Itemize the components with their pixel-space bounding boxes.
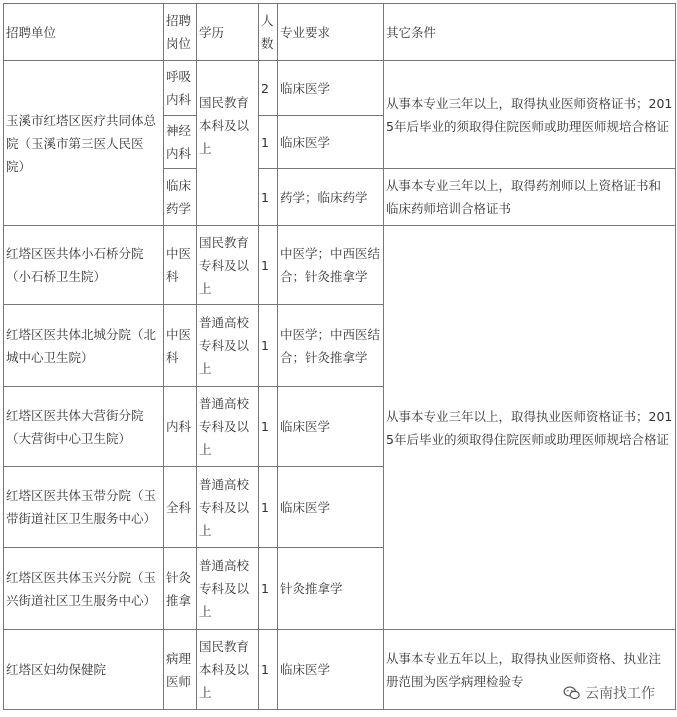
education-cell: 国民教育本科及以上: [197, 630, 259, 710]
unit-cell: 红塔区医共体大营街分院（大营街中心卫生院）: [4, 387, 164, 467]
count-cell: 1: [259, 169, 278, 226]
unit-cell: 红塔区医共体玉兴分院（玉兴街道社区卫生服务中心）: [4, 548, 164, 630]
post-cell: 病理医师: [164, 630, 197, 710]
recruitment-table: [3, 3, 676, 710]
unit-cell: 红塔区医共体玉带分院（玉带街道社区卫生服务中心）: [4, 467, 164, 548]
post-cell: 呼吸内科: [164, 61, 197, 116]
post-cell: 内科: [164, 387, 197, 467]
count-cell: 1: [259, 116, 278, 169]
header-count: 人数: [259, 4, 278, 61]
count-cell: 1: [259, 548, 278, 630]
education-cell: 国民教育本科及以上: [197, 61, 259, 226]
unit-cell: 红塔区医共体小石桥分院（小石桥卫生院）: [4, 226, 164, 305]
major-cell: 临床医学: [278, 630, 384, 710]
header-unit: 招聘单位: [4, 4, 164, 61]
education-cell: 普通高校专科及以上: [197, 387, 259, 467]
watermark: [563, 683, 655, 703]
education-cell: 普通高校专科及以上: [197, 548, 259, 630]
count-cell: 1: [259, 226, 278, 305]
post-cell: 中医科: [164, 305, 197, 387]
count-cell: 2: [259, 61, 278, 116]
major-cell: 中医学；中西医结合；针灸推拿学: [278, 226, 384, 305]
table-row: [4, 226, 676, 305]
count-cell: 1: [259, 467, 278, 548]
education-cell: 普通高校专科及以上: [197, 467, 259, 548]
education-cell: 国民教育专科及以上: [197, 226, 259, 305]
post-cell: 神经内科: [164, 116, 197, 169]
table-row: [4, 61, 676, 116]
education-cell: 普通高校专科及以上: [197, 305, 259, 387]
major-cell: 临床医学: [278, 387, 384, 467]
major-cell: 中医学；中西医结合；针灸推拿学: [278, 305, 384, 387]
wechat-icon: [563, 684, 581, 702]
post-cell: 中医科: [164, 226, 197, 305]
major-cell: 针灸推拿学: [278, 548, 384, 630]
unit-cell: 红塔区妇幼保健院: [4, 630, 164, 710]
major-cell: 临床医学: [278, 61, 384, 116]
major-cell: 药学；临床药学: [278, 169, 384, 226]
post-cell: 全科: [164, 467, 197, 548]
post-cell: 针灸推拿: [164, 548, 197, 630]
count-cell: 1: [259, 630, 278, 710]
unit-cell: 红塔区医共体北城分院（北城中心卫生院）: [4, 305, 164, 387]
count-cell: 1: [259, 387, 278, 467]
condition-cell: 从事本专业三年以上，取得药剂师以上资格证书和临床药师培训合格证书: [384, 169, 676, 226]
header-major: 专业要求: [278, 4, 384, 61]
condition-cell: 从事本专业五年以上，取得执业医师资格、执业注册范围为医学病理检验专: [384, 630, 676, 710]
header-conditions: 其它条件: [384, 4, 676, 61]
post-cell: 临床药学: [164, 169, 197, 226]
header-education: 学历: [197, 4, 259, 61]
count-cell: 1: [259, 305, 278, 387]
unit-cell: 玉溪市红塔区医疗共同体总院（玉溪市第三医人民医院）: [4, 61, 164, 226]
condition-cell: 从事本专业三年以上，取得执业医师资格证书；2015年后毕业的须取得住院医师或助理医师规培合格证: [384, 61, 676, 169]
header-post: 招聘岗位: [164, 4, 197, 61]
major-cell: 临床医学: [278, 116, 384, 169]
watermark-text: 云南找工作: [585, 686, 655, 702]
major-cell: 临床医学: [278, 467, 384, 548]
header-row: [4, 4, 676, 61]
condition-cell: 从事本专业三年以上，取得执业医师资格证书；2015年后毕业的须取得住院医师或助理医师规培合格证: [384, 226, 676, 630]
